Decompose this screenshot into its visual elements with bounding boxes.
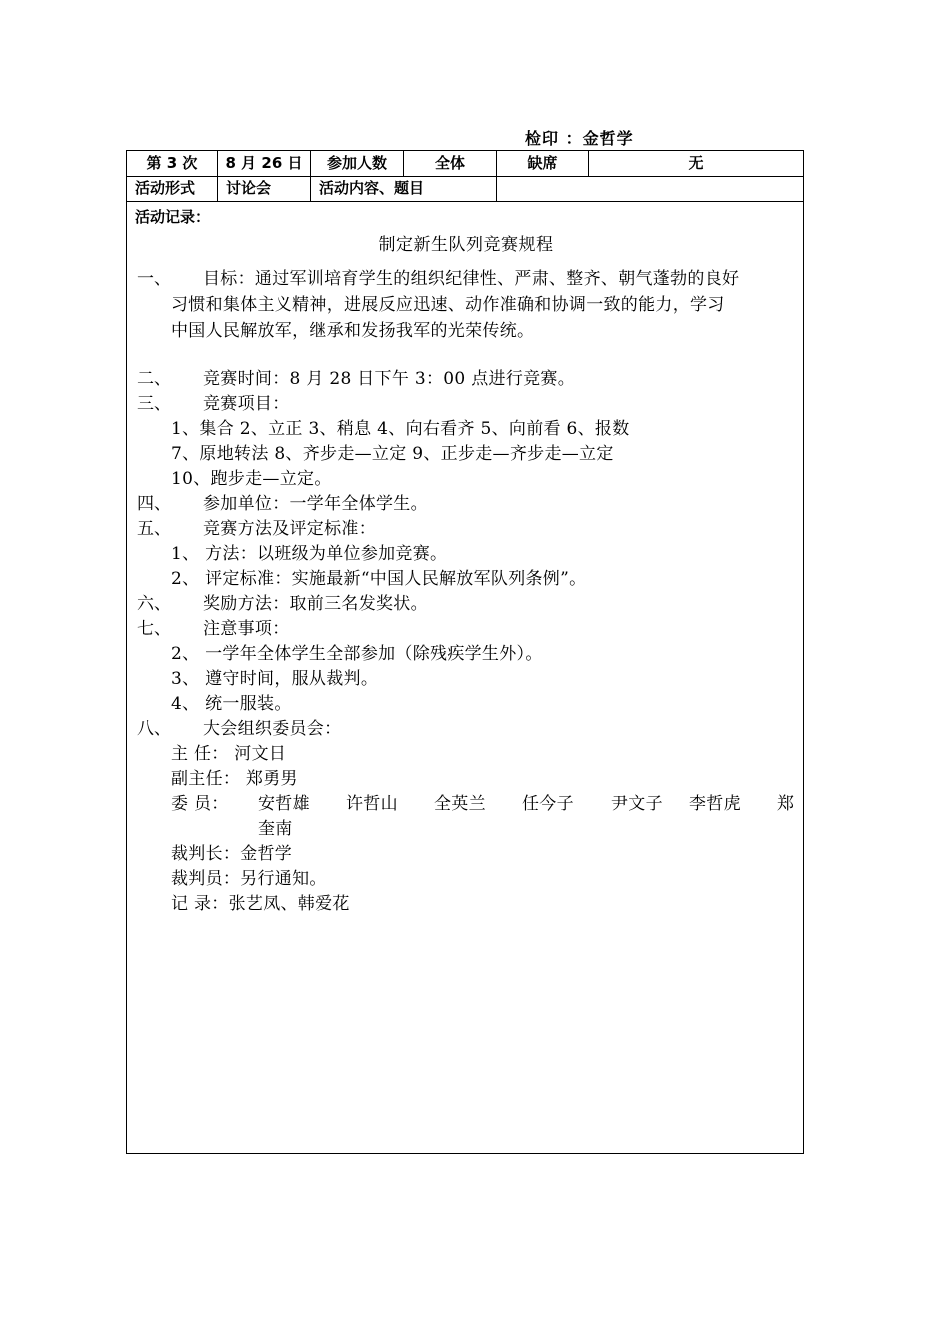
absent-label: 缺席 — [497, 151, 589, 176]
committee-member: 尹文子 — [611, 794, 663, 814]
document-title: 制定新生队列竞赛规程 — [378, 235, 554, 255]
section-1-line-2: 习惯和集体主义精神，进展反应迅速、动作准确和协调一致的能力，学习 — [171, 295, 725, 315]
session-cell: 第 3 次 — [127, 151, 218, 176]
list-item: 2、 评定标准：实施最新“中国人民解放军队列条例”。 — [171, 569, 587, 589]
info-row — [127, 151, 803, 177]
content-label: 活动内容、题目 — [311, 176, 497, 201]
referees: 裁判员：另行通知。 — [171, 869, 327, 889]
section-number: 二、 — [137, 369, 171, 389]
committee-vice-chair: 副主任： 郑勇男 — [171, 769, 298, 789]
chief-referee: 裁判长：金哲学 — [171, 844, 293, 864]
section-number: 一、 — [137, 269, 171, 289]
recorder: 记 录：张艺凤、韩爱花 — [171, 894, 350, 914]
section-3-text: 竞赛项目： — [203, 394, 290, 414]
committee-chair: 主 任： 河文日 — [171, 744, 287, 764]
section-7-text: 注意事项： — [203, 619, 290, 639]
absent-value: 无 — [688, 154, 704, 172]
list-item: 7、原地转法 8、齐步走—立定 9、正步走—齐步走—立定 — [171, 444, 614, 464]
participants-label: 参加人数 — [311, 151, 404, 176]
list-item: 1、集合 2、立正 3、稍息 4、向右看齐 5、向前看 6、报数 — [171, 419, 630, 439]
form-value: 讨论会 — [218, 176, 311, 201]
section-8-text: 大会组织委员会： — [203, 719, 342, 739]
section-number: 七、 — [137, 619, 171, 639]
committee-member: 全英兰 — [434, 794, 486, 814]
committee-member: 许哲山 — [346, 794, 398, 814]
list-item: 10、跑步走—立定。 — [171, 469, 332, 489]
section-6-text: 奖励方法：取前三名发奖状。 — [203, 594, 428, 614]
committee-member: 任今子 — [522, 794, 574, 814]
section-number: 八、 — [137, 719, 171, 739]
form-label: 活动形式 — [127, 176, 218, 201]
date-cell: 8 月 26 日 — [218, 151, 311, 176]
section-number: 四、 — [137, 494, 171, 514]
list-item: 1、 方法：以班级为单位参加竞赛。 — [171, 544, 448, 564]
list-item: 3、 遵守时间，服从裁判。 — [171, 669, 379, 689]
participants-value: 全体 — [404, 151, 497, 176]
list-item: 2、 一学年全体学生全部参加（除残疾学生外）。 — [171, 644, 543, 664]
activity-record-form — [126, 150, 804, 1154]
committee-member: 李哲虎 — [689, 794, 741, 814]
committee-member: 郑 — [777, 794, 795, 814]
section-2-text: 竞赛时间：8 月 28 日下午 3：00 点进行竞赛。 — [203, 369, 576, 389]
committee-member-continued: 奎南 — [258, 819, 293, 839]
section-number: 三、 — [137, 394, 171, 414]
section-4-text: 参加单位：一学年全体学生。 — [203, 494, 428, 514]
form-row — [127, 176, 803, 202]
inspection-stamp: 检印 ：金哲学 — [525, 129, 634, 148]
section-number: 六、 — [137, 594, 171, 614]
list-item: 4、 统一服装。 — [171, 694, 292, 714]
record-label: 活动记录： — [135, 208, 211, 226]
section-5-text: 竞赛方法及评定标准： — [203, 519, 376, 539]
section-1-line-1: 目标：通过军训培育学生的组织纪律性、严肃、整齐、朝气蓬勃的良好 — [203, 269, 740, 289]
section-1-line-3: 中国人民解放军，继承和发扬我军的光荣传统。 — [171, 321, 535, 341]
committee-member: 安哲雄 — [258, 794, 310, 814]
content-value — [497, 176, 803, 201]
section-number: 五、 — [137, 519, 171, 539]
committee-members-label: 委 员： — [171, 794, 229, 814]
